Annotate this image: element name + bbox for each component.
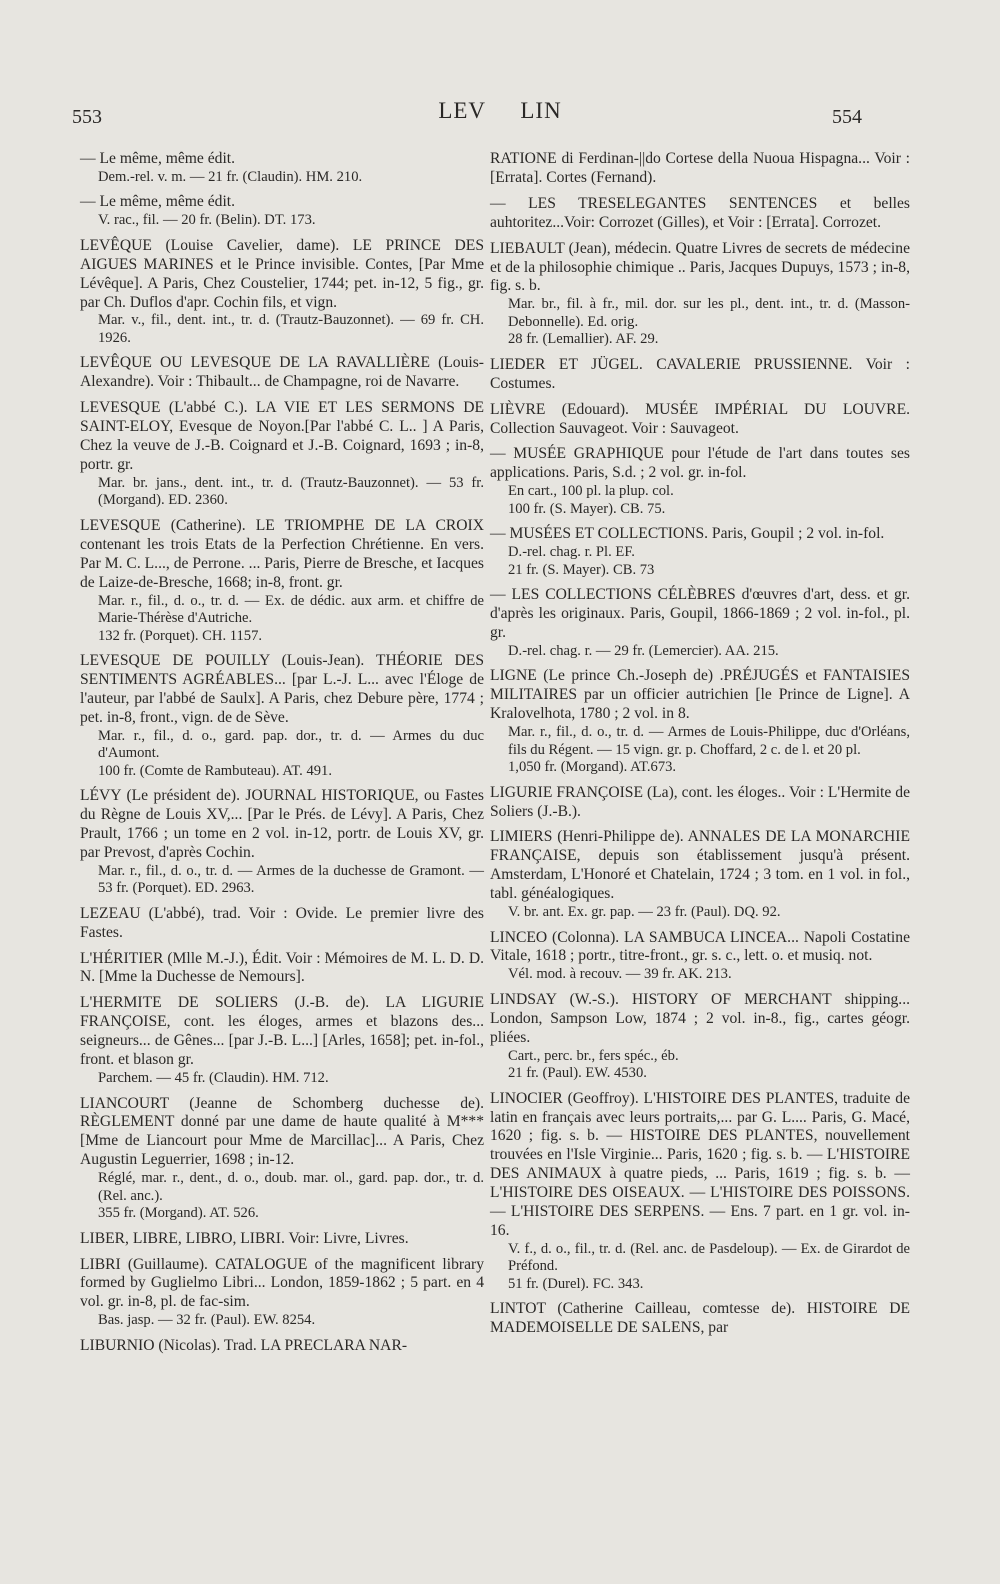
catalogue-entry	[80, 150, 484, 186]
catalogue-entry	[490, 667, 910, 776]
catalogue-entry	[490, 150, 910, 188]
entry-heading: LIANCOURT (Jeanne de Schomberg duchesse de). RÈGLEMENT donné par une dame de haute qualité à M*** [Mme de Liancourt pour Mme de Marcillac]... A Paris, Chez Augustin Leguerrier, 1698 ; in-12.	[80, 1094, 484, 1169]
catalogue-entry	[490, 445, 910, 518]
catalogue-entry	[490, 1090, 910, 1294]
entry-heading: LEZEAU (L'abbé), trad. Voir : Ovide. Le premier livre des Fastes.	[80, 904, 484, 941]
entry-heading: LIGURIE FRANÇOISE (La), cont. les éloges.. Voir : L'Hermite de Soliers (J.-B.).	[490, 783, 910, 820]
catalogue-entry	[80, 1256, 484, 1330]
entry-heading: LIBRI (Guillaume). CATALOGUE of the magnificent library formed by Guglielmo Libri... London, 1859-1862 ; 5 part. en 4 vol. gr. in-8, pl. de fac-sim.	[80, 1255, 484, 1311]
entry-detail: Réglé, mar. r., dent., d. o., doub. mar. ol., gard. pap. dor., tr. d. (Rel. anc.).	[98, 1170, 484, 1204]
entry-heading: — MUSÉE GRAPHIQUE pour l'étude de l'art dans toutes ses applications. Paris, S.d. ; 2 vol. gr. in-fol.	[490, 445, 910, 482]
entry-detail: 21 fr. (Paul). EW. 4530.	[508, 1065, 647, 1082]
entry-heading: LIEDER ET JÜGEL. CAVALERIE PRUSSIENNE. Voir : Costumes.	[490, 355, 910, 392]
entry-heading: LINCEO (Colonna). LA SAMBUCA LINCEA... Napoli Costatine Vitale, 1618 ; portr., titre-front., gr. s. c., lett. o. et musiq. not.	[490, 928, 910, 965]
right-column	[490, 150, 910, 1345]
entry-heading: LEVÊQUE (Louise Cavelier, dame). LE PRINCE DES AIGUES MARINES et le Prince invisible. Contes, [Par Mme Lévêque]. A Paris, Chez Coustelier, 1744; pet. in-12, 5 fig., gr. par Ch. Duflos d'apr. Cochin fils, et vign.	[80, 236, 484, 311]
catalogue-entry	[490, 195, 910, 233]
entry-detail: Mar. r., fil., d. o., tr. d. — Armes de la duchesse de Gramont. — 53 fr. (Porquet). ED. 2963.	[98, 862, 484, 897]
catalogue-entry	[80, 399, 484, 510]
entry-detail: Mar. r., fil., d. o., gard. pap. dor., tr. d. — Armes du duc d'Aumont.	[98, 727, 484, 762]
catalogue-entry	[80, 1337, 484, 1356]
entry-detail: 51 fr. (Durel). FC. 343.	[508, 1275, 644, 1292]
entry-heading: LEVESQUE (Catherine). LE TRIOMPHE DE LA CROIX contenant les trois Etats de la Perfection Chrétienne. En vers. Par M. C. L..., de Perrone. ... Paris, Pierre de Bresche, et Iacques de Laize-de-Bresche, 1668; in-8, front. gr.	[80, 516, 484, 591]
running-head: LEV LIN	[438, 98, 562, 123]
entry-detail: V. f., d. o., fil., tr. d. (Rel. anc. de Pasdeloup). — Ex. de Girardot de Préfond.	[508, 1240, 910, 1275]
catalogue-entry	[80, 652, 484, 780]
entry-detail: 100 fr. (S. Mayer). CB. 75.	[508, 500, 666, 517]
catalogue-entry	[80, 354, 484, 392]
catalogue-entry	[80, 237, 484, 348]
entry-detail: 100 fr. (Comte de Rambuteau). AT. 491.	[98, 762, 332, 779]
entry-heading: LINTOT (Catherine Cailleau, comtesse de). HISTOIRE DE MADEMOISELLE DE SALENS, par	[490, 1300, 910, 1337]
catalogue-entry	[490, 356, 910, 394]
entry-detail: Mar. br., fil. à fr., mil. dor. sur les pl., dent. int., tr. d. (Masson-Debonnelle). Ed. orig.	[508, 296, 910, 330]
entry-heading: LIÈVRE (Edouard). MUSÉE IMPÉRIAL DU LOUVRE. Collection Sauvageot. Voir : Sauvageot.	[490, 400, 910, 437]
entry-heading: — Le même, même édit.	[80, 150, 236, 167]
entry-heading: — Le même, même édit.	[80, 193, 236, 211]
entry-heading: LIBER, LIBRE, LIBRO, LIBRI. Voir: Livre, Livres.	[80, 1229, 409, 1247]
entry-detail: En cart., 100 pl. la plup. col.	[508, 483, 674, 500]
catalogue-entry	[490, 586, 910, 660]
catalogue-entry	[80, 994, 484, 1087]
entry-detail: Vél. mod. à recouv. — 39 fr. AK. 213.	[508, 966, 732, 983]
entry-heading: L'HÉRITIER (Mlle M.-J.), Édit. Voir : Mémoires de M. L. D. D. N. [Mme la Duchesse de Nemours].	[80, 949, 484, 986]
entry-detail: 355 fr. (Morgand). AT. 526.	[98, 1205, 259, 1222]
entry-heading: L'HERMITE DE SOLIERS (J.-B. de). LA LIGURIE FRANÇOISE, cont. les éloges, armes et blazons des... seigneurs... de Gênes... [par J.-B. L...] [Arles, 1658]; pet. in-fol., front. et blason gr.	[80, 994, 484, 1069]
entry-detail: 21 fr. (S. Mayer). CB. 73	[508, 561, 655, 578]
entry-detail: Dem.-rel. v. m. — 21 fr. (Claudin). HM. 210.	[98, 168, 363, 185]
entry-detail: Mar. r., fil., d. o., tr. d. — Armes de Louis-Philippe, duc d'Orléans, fils du Régent. — 15 vign. gr. p. Choffard, 2 c. de l. et 20 pl.	[508, 724, 910, 758]
catalogue-entry	[490, 525, 910, 579]
entry-heading: LINOCIER (Geoffroy). L'HISTOIRE DES PLANTES, traduite de latin en français avec leurs portraits,... par G. L.... Paris, G. Macé, 1620 ; fig. s. b. — HISTOIRE DES PLANTES, nouvellement trouvées en l'Isle Virginie... Paris, 1620 ; fig. s. b. — L'HISTOIRE DES ANIMAUX à quatre pieds, ... Paris, 1619 ; fig. s. b. — L'HISTOIRE DES OISEAUX. — L'HISTOIRE DES POISSONS. — L'HISTOIRE DES SERPENS. — Ens. 7 part. en 1 gr. vol. in-16.	[490, 1089, 910, 1239]
entry-heading: — LES COLLECTIONS CÉLÈBRES d'œuvres d'art, dess. et gr. d'après les originaux. Paris, Goupil, 1866-1869 ; 2 vol. in-fol., pl. gr.	[490, 586, 910, 641]
catalogue-entry	[490, 1300, 910, 1338]
entry-detail: Cart., perc. br., fers spéc., éb.	[508, 1047, 679, 1064]
right-page-number: 554	[832, 106, 862, 128]
entry-heading: LEVÊQUE OU LEVESQUE DE LA RAVALLIÈRE (Louis-Alexandre). Voir : Thibault... de Champagne, roi de Navarre.	[80, 354, 484, 391]
entry-heading: LEVESQUE DE POUILLY (Louis-Jean). THÉORIE DES SENTIMENTS AGRÉABLES... [par L.-J. L... avec l'Éloge de l'auteur, par l'abbé de Saulx]. A Paris, chez Debure père, 1774 ; pet. in-8, front., vign. de de Sève.	[80, 652, 484, 726]
entry-detail: Mar. v., fil., dent. int., tr. d. (Trautz-Bauzonnet). — 69 fr. CH. 1926.	[98, 312, 484, 346]
entry-heading: RATIONE di Ferdinan-||do Cortese della Nuoua Hispagna... Voir : [Errata]. Cortes (Fernand).	[490, 150, 910, 186]
entry-heading: LÉVY (Le président de). JOURNAL HISTORIQUE, ou Fastes du Règne de Louis XV,... [Par le Prés. de Lévy]. A Paris, Chez Prault, 1766 ; un tome en 2 vol. in-12, portr. de Louis XV, gr. par Prevost, d'après Cochin.	[80, 787, 484, 861]
entry-heading: LIMIERS (Henri-Philippe de). ANNALES DE LA MONARCHIE FRANÇAISE, depuis son établissement jusqu'à présent. Amsterdam, L'Honoré et Chatelain, 1724 ; 3 tom. en 1 vol. in fol., tabl. généalogiques.	[490, 828, 910, 903]
entry-detail: D.-rel. chag. r. — 29 fr. (Lemercier). AA. 215.	[508, 642, 779, 659]
catalogue-entry	[490, 929, 910, 984]
entry-detail: V. br. ant. Ex. gr. pap. — 23 fr. (Paul). DQ. 92.	[508, 904, 781, 921]
catalogue-entry	[80, 787, 484, 898]
left-page-number: 553	[72, 106, 102, 128]
entry-detail: 1,050 fr. (Morgand). AT.673.	[508, 759, 677, 776]
catalogue-entry	[490, 991, 910, 1083]
catalogue-entry	[80, 517, 484, 645]
entry-detail: Parchem. — 45 fr. (Claudin). HM. 712.	[98, 1070, 329, 1086]
catalogue-entry	[80, 1230, 484, 1249]
entry-detail: 28 fr. (Lemallier). AF. 29.	[508, 331, 659, 348]
entry-detail: Bas. jasp. — 32 fr. (Paul). EW. 8254.	[98, 1312, 316, 1329]
catalogue-entry	[80, 950, 484, 988]
entry-detail: V. rac., fil. — 20 fr. (Belin). DT. 173.	[98, 212, 316, 229]
catalogue-entry	[490, 784, 910, 822]
catalogue-entry	[490, 240, 910, 349]
entry-heading: LIGNE (Le prince Ch.-Joseph de) .PRÉJUGÉS et FANTAISIES MILITAIRES par un officier autrichien [le Prince de Ligne]. A Kralovelhota, 1780 ; 2 vol. in 8.	[490, 667, 910, 723]
entry-heading: — LES TRESELEGANTES SENTENCES et belles auhtoritez...Voir: Corrozet (Gilles), et Voir : [Errata]. Corrozet.	[490, 194, 910, 231]
catalogue-entry	[80, 905, 484, 943]
catalogue-entry	[490, 401, 910, 439]
entry-heading: — MUSÉES ET COLLECTIONS. Paris, Goupil ; 2 vol. in-fol.	[490, 525, 885, 543]
entry-detail: 132 fr. (Porquet). CH. 1157.	[98, 627, 263, 644]
catalogue-entry	[80, 193, 484, 229]
catalogue-entry	[80, 1095, 484, 1223]
entry-heading: LIEBAULT (Jean), médecin. Quatre Livres de secrets de médecine et de la philosophie chimique .. Paris, Jacques Dupuys, 1573 ; in-8, fig. s. b.	[490, 239, 910, 295]
entry-heading: LEVESQUE (L'abbé C.). LA VIE ET LES SERMONS DE SAINT-ELOY, Evesque de Noyon.[Par l'abbé C. L.. ] A Paris, Chez la veuve de J.-B. Coignard et J.-B. Coignard, 1693 ; in-8, portr. gr.	[80, 399, 484, 473]
catalogue-entry	[490, 828, 910, 921]
entry-detail: D.-rel. chag. r. Pl. EF.	[508, 544, 635, 561]
left-column	[80, 150, 484, 1363]
entry-detail: Mar. br. jans., dent. int., tr. d. (Trautz-Bauzonnet). — 53 fr. (Morgand). ED. 2360.	[98, 474, 484, 509]
entry-detail: Mar. r., fil., d. o., tr. d. — Ex. de dédic. aux arm. et chiffre de Marie-Thérèse d'Autriche.	[98, 592, 484, 626]
entry-heading: LIBURNIO (Nicolas). Trad. LA PRECLARA NAR-	[80, 1336, 408, 1354]
entry-heading: LINDSAY (W.-S.). HISTORY OF MERCHANT shipping... London, Sampson Low, 1874 ; 2 vol. in-8., fig., cartes géogr. pliées.	[490, 990, 910, 1046]
